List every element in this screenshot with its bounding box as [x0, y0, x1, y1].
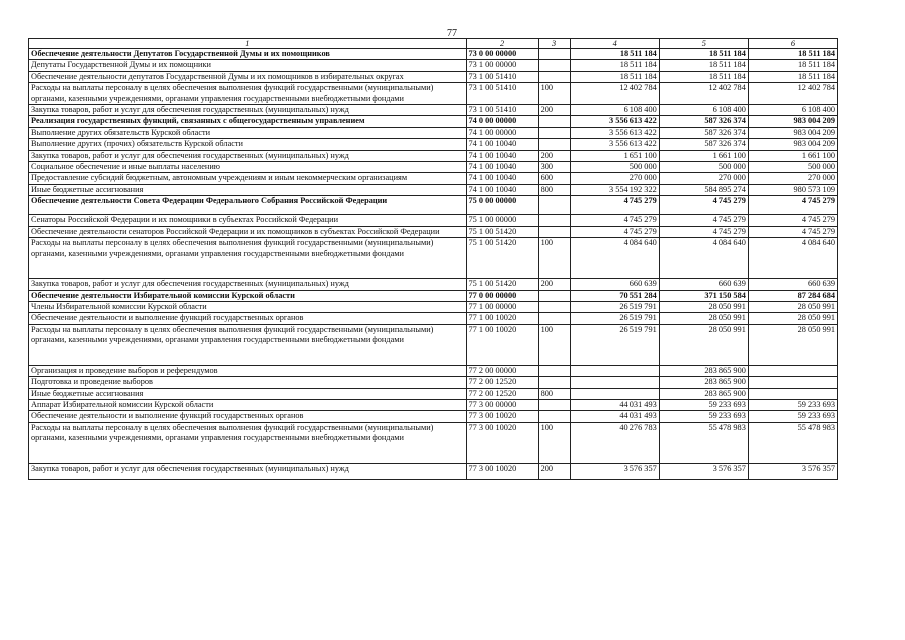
- row-value-col4: 4 745 279: [570, 196, 659, 215]
- row-name-cell: Расходы на выплаты персоналу в целях обеспечения выполнения функций государственными (муниципальными) органами, казенными учреждениями, органами управления государственными внебюджетными фондами: [29, 324, 467, 365]
- page-number: 77: [447, 28, 457, 39]
- row-type-cell: 200: [538, 463, 570, 479]
- table-row: [29, 196, 838, 215]
- table-row: [29, 71, 838, 82]
- row-name-cell: Расходы на выплаты персоналу в целях обеспечения выполнения функций государственными (муниципальными) органами, казенными учреждениями, органами управления государственными внебюджетными фондами: [29, 422, 467, 463]
- row-value-col4: [570, 388, 659, 399]
- row-type-cell: 600: [538, 173, 570, 184]
- row-code-cell: 74 1 00 10040: [466, 139, 538, 150]
- row-value-col4: 3 556 613 422: [570, 139, 659, 150]
- row-code-cell: 77 3 00 00000: [466, 399, 538, 410]
- row-value-col5: 587 326 374: [659, 127, 748, 138]
- row-code-cell: 73 0 00 00000: [466, 49, 538, 60]
- row-value-col6: 18 511 184: [748, 71, 837, 82]
- row-name-cell: Реализация государственных функций, связанных с общегосударственным управлением: [29, 116, 467, 127]
- budget-table: [28, 38, 838, 480]
- row-code-cell: 73 1 00 51410: [466, 105, 538, 116]
- table-row: [29, 399, 838, 410]
- table-row: [29, 184, 838, 195]
- table-row: [29, 60, 838, 71]
- row-type-cell: 100: [538, 83, 570, 105]
- row-value-col5: 4 745 279: [659, 226, 748, 237]
- row-value-col5: 59 233 693: [659, 411, 748, 422]
- row-name-cell: Обеспечение деятельности Избирательной комиссии Курской области: [29, 290, 467, 301]
- row-value-col5: 587 326 374: [659, 116, 748, 127]
- row-value-col6: 4 745 279: [748, 226, 837, 237]
- row-type-cell: [538, 196, 570, 215]
- row-name-cell: Обеспечение деятельности Депутатов Государственной Думы и их помощников: [29, 49, 467, 60]
- row-name-cell: Обеспечение деятельности сенаторов Российской Федерации и их помощников в субъектах Российской Федерации: [29, 226, 467, 237]
- row-code-cell: 75 0 00 00000: [466, 196, 538, 215]
- row-type-cell: 100: [538, 422, 570, 463]
- row-value-col5: 4 084 640: [659, 238, 748, 279]
- row-value-col4: 4 084 640: [570, 238, 659, 279]
- row-value-col6: 983 004 209: [748, 139, 837, 150]
- table-row: [29, 422, 838, 463]
- row-type-cell: [538, 49, 570, 60]
- row-name-cell: Выполнение других обязательств Курской области: [29, 127, 467, 138]
- row-value-col6: [748, 388, 837, 399]
- row-value-col4: 4 745 279: [570, 215, 659, 226]
- row-code-cell: 75 1 00 00000: [466, 215, 538, 226]
- row-value-col5: 28 050 991: [659, 301, 748, 312]
- row-name-cell: Социальное обеспечение и иные выплаты населению: [29, 162, 467, 173]
- table-row: [29, 116, 838, 127]
- row-type-cell: [538, 127, 570, 138]
- row-value-col6: 4 745 279: [748, 215, 837, 226]
- row-value-col6: 18 511 184: [748, 60, 837, 71]
- header-col-3: 3: [538, 39, 570, 49]
- row-code-cell: 77 1 00 10020: [466, 324, 538, 365]
- row-value-col5: 584 895 274: [659, 184, 748, 195]
- table-row: [29, 127, 838, 138]
- table-row: [29, 279, 838, 290]
- table-row: [29, 83, 838, 105]
- row-name-cell: Расходы на выплаты персоналу в целях обеспечения выполнения функций государственными (муниципальными) органами, казенными учреждениями, органами управления государственными внебюджетными фондами: [29, 83, 467, 105]
- row-code-cell: 77 1 00 00000: [466, 301, 538, 312]
- row-name-cell: Обеспечение деятельности Совета Федерации Федерального Собрания Российской Федерации: [29, 196, 467, 215]
- row-value-col4: 12 402 784: [570, 83, 659, 105]
- row-code-cell: 74 1 00 10040: [466, 150, 538, 161]
- row-value-col6: 12 402 784: [748, 83, 837, 105]
- row-name-cell: Предоставление субсидий бюджетным, автономным учреждениям и иным некоммерческим организациям: [29, 173, 467, 184]
- table-row: [29, 388, 838, 399]
- table-row: [29, 162, 838, 173]
- row-value-col6: 28 050 991: [748, 324, 837, 365]
- row-name-cell: Иные бюджетные ассигнования: [29, 388, 467, 399]
- row-code-cell: 77 0 00 00000: [466, 290, 538, 301]
- row-value-col4: 660 639: [570, 279, 659, 290]
- row-code-cell: 77 2 00 12520: [466, 388, 538, 399]
- row-value-col6: 55 478 983: [748, 422, 837, 463]
- row-name-cell: Сенаторы Российской Федерации и их помощники в субъектах Российской Федерации: [29, 215, 467, 226]
- row-value-col4: 3 554 192 322: [570, 184, 659, 195]
- header-col-2: 2: [466, 39, 538, 49]
- row-type-cell: 800: [538, 388, 570, 399]
- row-code-cell: 77 3 00 10020: [466, 422, 538, 463]
- table-row: [29, 105, 838, 116]
- row-name-cell: Члены Избирательной комиссии Курской области: [29, 301, 467, 312]
- row-type-cell: 200: [538, 105, 570, 116]
- row-value-col4: 18 511 184: [570, 60, 659, 71]
- row-code-cell: 77 3 00 10020: [466, 463, 538, 479]
- row-value-col4: 4 745 279: [570, 226, 659, 237]
- row-value-col5: 12 402 784: [659, 83, 748, 105]
- row-value-col6: 983 004 209: [748, 127, 837, 138]
- table-row: [29, 173, 838, 184]
- row-value-col5: 371 150 584: [659, 290, 748, 301]
- row-code-cell: 73 1 00 51410: [466, 83, 538, 105]
- row-type-cell: 200: [538, 279, 570, 290]
- row-value-col4: 270 000: [570, 173, 659, 184]
- row-value-col5: 28 050 991: [659, 313, 748, 324]
- row-value-col5: 6 108 400: [659, 105, 748, 116]
- table-row: [29, 411, 838, 422]
- row-value-col5: 18 511 184: [659, 49, 748, 60]
- header-col-1: 1: [29, 39, 467, 49]
- row-type-cell: 300: [538, 162, 570, 173]
- row-code-cell: 75 1 00 51420: [466, 226, 538, 237]
- row-type-cell: [538, 377, 570, 388]
- row-code-cell: 74 1 00 10040: [466, 184, 538, 195]
- row-value-col4: 26 519 791: [570, 301, 659, 312]
- row-value-col5: 660 639: [659, 279, 748, 290]
- row-code-cell: 74 1 00 10040: [466, 173, 538, 184]
- row-value-col6: [748, 365, 837, 376]
- row-value-col4: 6 108 400: [570, 105, 659, 116]
- row-value-col6: 28 050 991: [748, 313, 837, 324]
- table-row: [29, 226, 838, 237]
- row-value-col4: 500 000: [570, 162, 659, 173]
- row-name-cell: Закупка товаров, работ и услуг для обеспечения государственных (муниципальных) нужд: [29, 150, 467, 161]
- row-name-cell: Иные бюджетные ассигнования: [29, 184, 467, 195]
- row-value-col6: 59 233 693: [748, 411, 837, 422]
- row-value-col6: 59 233 693: [748, 399, 837, 410]
- table-row: [29, 238, 838, 279]
- row-value-col6: 4 084 640: [748, 238, 837, 279]
- row-value-col4: 3 576 357: [570, 463, 659, 479]
- row-value-col6: 1 661 100: [748, 150, 837, 161]
- row-value-col4: [570, 377, 659, 388]
- row-type-cell: [538, 365, 570, 376]
- row-name-cell: Закупка товаров, работ и услуг для обеспечения государственных (муниципальных) нужд: [29, 279, 467, 290]
- row-value-col4: [570, 365, 659, 376]
- row-value-col4: 44 031 493: [570, 399, 659, 410]
- row-value-col6: 660 639: [748, 279, 837, 290]
- row-name-cell: Подготовка и проведение выборов: [29, 377, 467, 388]
- table-row: [29, 377, 838, 388]
- row-value-col6: 980 573 109: [748, 184, 837, 195]
- table-row: [29, 290, 838, 301]
- row-type-cell: 100: [538, 324, 570, 365]
- row-value-col5: 4 745 279: [659, 215, 748, 226]
- row-type-cell: [538, 313, 570, 324]
- row-code-cell: 75 1 00 51420: [466, 279, 538, 290]
- row-value-col4: 1 651 100: [570, 150, 659, 161]
- row-value-col6: 28 050 991: [748, 301, 837, 312]
- row-value-col4: 44 031 493: [570, 411, 659, 422]
- row-type-cell: 200: [538, 150, 570, 161]
- row-value-col6: 500 000: [748, 162, 837, 173]
- row-value-col5: 500 000: [659, 162, 748, 173]
- row-value-col5: 18 511 184: [659, 71, 748, 82]
- table-row: [29, 301, 838, 312]
- row-type-cell: [538, 226, 570, 237]
- row-name-cell: Расходы на выплаты персоналу в целях обеспечения выполнения функций государственными (муниципальными) органами, казенными учреждениями, органами управления государственными внебюджетными фондами: [29, 238, 467, 279]
- table-row: [29, 324, 838, 365]
- row-name-cell: Обеспечение деятельности и выполнение функций государственных органов: [29, 313, 467, 324]
- row-value-col5: 18 511 184: [659, 60, 748, 71]
- table-row: [29, 215, 838, 226]
- row-code-cell: 77 2 00 00000: [466, 365, 538, 376]
- row-type-cell: [538, 399, 570, 410]
- row-name-cell: Закупка товаров, работ и услуг для обеспечения государственных (муниципальных) нужд: [29, 463, 467, 479]
- row-value-col6: 87 284 684: [748, 290, 837, 301]
- row-value-col5: 4 745 279: [659, 196, 748, 215]
- row-value-col6: [748, 377, 837, 388]
- table-row: [29, 150, 838, 161]
- table-row: [29, 139, 838, 150]
- row-name-cell: Обеспечение деятельности и выполнение функций государственных органов: [29, 411, 467, 422]
- row-code-cell: 74 1 00 00000: [466, 127, 538, 138]
- row-value-col5: 3 576 357: [659, 463, 748, 479]
- row-value-col4: 26 519 791: [570, 313, 659, 324]
- row-name-cell: Аппарат Избирательной комиссии Курской области: [29, 399, 467, 410]
- table-row: [29, 365, 838, 376]
- row-name-cell: Закупка товаров, работ и услуг для обеспечения государственных (муниципальных) нужд: [29, 105, 467, 116]
- row-code-cell: 73 1 00 00000: [466, 60, 538, 71]
- row-value-col5: 270 000: [659, 173, 748, 184]
- row-value-col4: 3 556 613 422: [570, 127, 659, 138]
- row-value-col4: 18 511 184: [570, 71, 659, 82]
- header-col-4: 4: [570, 39, 659, 49]
- row-value-col6: 3 576 357: [748, 463, 837, 479]
- row-value-col4: 70 551 284: [570, 290, 659, 301]
- row-value-col6: 6 108 400: [748, 105, 837, 116]
- row-type-cell: 100: [538, 238, 570, 279]
- row-code-cell: 74 1 00 10040: [466, 162, 538, 173]
- table-row: [29, 49, 838, 60]
- row-type-cell: [538, 116, 570, 127]
- row-value-col4: 40 276 783: [570, 422, 659, 463]
- row-value-col6: 4 745 279: [748, 196, 837, 215]
- row-name-cell: Депутаты Государственной Думы и их помощники: [29, 60, 467, 71]
- row-value-col4: 18 511 184: [570, 49, 659, 60]
- row-code-cell: 77 3 00 10020: [466, 411, 538, 422]
- row-type-cell: [538, 301, 570, 312]
- row-type-cell: [538, 71, 570, 82]
- row-value-col5: 283 865 900: [659, 388, 748, 399]
- row-value-col6: 18 511 184: [748, 49, 837, 60]
- row-value-col5: 55 478 983: [659, 422, 748, 463]
- row-value-col6: 270 000: [748, 173, 837, 184]
- row-code-cell: 77 2 00 12520: [466, 377, 538, 388]
- row-code-cell: 77 1 00 10020: [466, 313, 538, 324]
- header-col-6: 6: [748, 39, 837, 49]
- row-code-cell: 74 0 00 00000: [466, 116, 538, 127]
- row-type-cell: [538, 60, 570, 71]
- table-row: [29, 463, 838, 479]
- row-type-cell: [538, 139, 570, 150]
- row-code-cell: 73 1 00 51410: [466, 71, 538, 82]
- row-value-col6: 983 004 209: [748, 116, 837, 127]
- row-type-cell: [538, 411, 570, 422]
- row-type-cell: [538, 290, 570, 301]
- row-value-col5: 283 865 900: [659, 377, 748, 388]
- row-name-cell: Выполнение других (прочих) обязательств Курской области: [29, 139, 467, 150]
- row-type-cell: 800: [538, 184, 570, 195]
- row-value-col5: 283 865 900: [659, 365, 748, 376]
- row-value-col5: 587 326 374: [659, 139, 748, 150]
- row-name-cell: Обеспечение деятельности депутатов Государственной Думы и их помощников в избирательных округах: [29, 71, 467, 82]
- table-header-row: [29, 39, 838, 49]
- row-name-cell: Организация и проведение выборов и референдумов: [29, 365, 467, 376]
- row-value-col5: 59 233 693: [659, 399, 748, 410]
- row-value-col5: 28 050 991: [659, 324, 748, 365]
- row-code-cell: 75 1 00 51420: [466, 238, 538, 279]
- row-value-col4: 3 556 613 422: [570, 116, 659, 127]
- table-row: [29, 313, 838, 324]
- header-col-5: 5: [659, 39, 748, 49]
- row-value-col5: 1 661 100: [659, 150, 748, 161]
- row-type-cell: [538, 215, 570, 226]
- row-value-col4: 26 519 791: [570, 324, 659, 365]
